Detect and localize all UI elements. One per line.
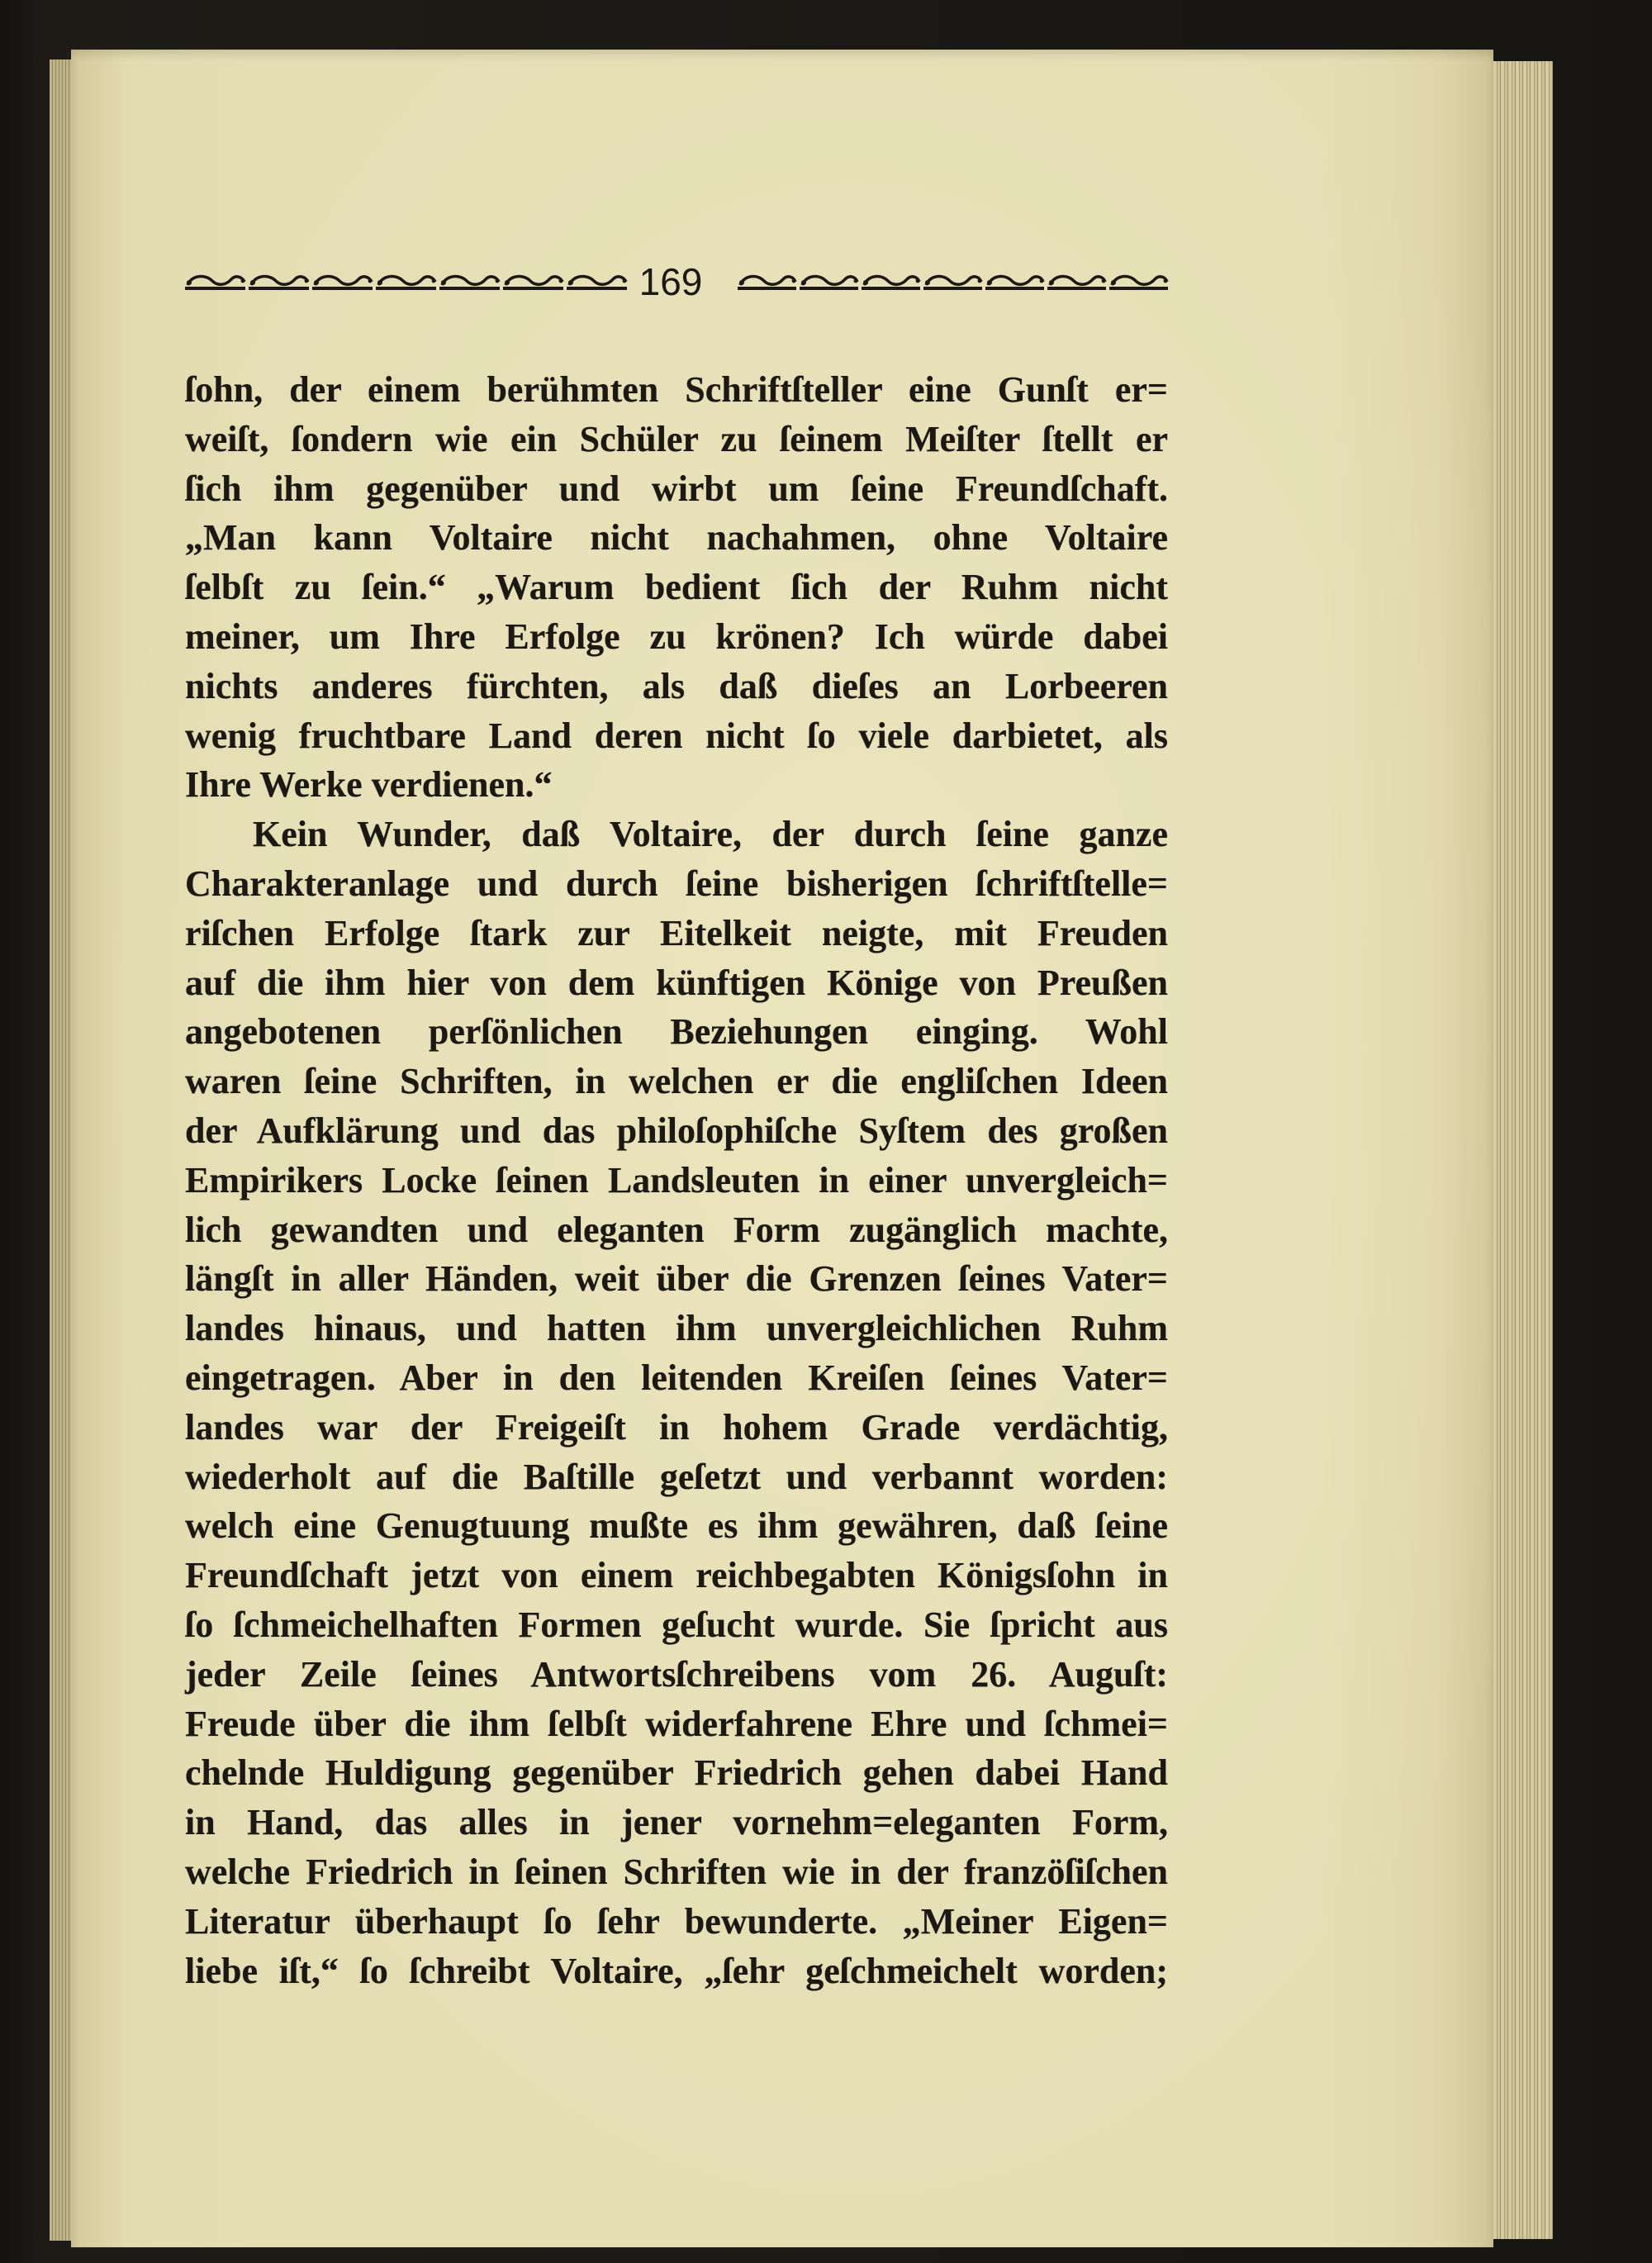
- text-line: ſich ihm gegenüber und wirbt um ſeine Freundſchaft.: [185, 468, 1168, 509]
- text-line: in Hand, das alles in jener vornehm=eleganten Form,: [185, 1802, 1168, 1843]
- left-page-edges: [50, 59, 73, 2241]
- text-line: längſt in aller Händen, weit über die Grenzen ſeines Vater=: [185, 1258, 1168, 1300]
- body-text: [185, 365, 1168, 1995]
- text-line: welche Friedrich in ſeinen Schriften wie in der franzöſiſchen: [185, 1851, 1168, 1892]
- text-line: Freude über die ihm ſelbſt widerfahrene Ehre und ſchmei=: [185, 1703, 1168, 1744]
- right-page-edges: [1493, 61, 1553, 2239]
- text-line: wiederholt auf die Baſtille geſetzt und verbannt worden:: [185, 1456, 1168, 1497]
- text-line: landes war der Freigeiſt in hohem Grade verdächtig,: [185, 1406, 1168, 1448]
- text-line: nichts anderes fürchten, als daß dieſes an Lorbeeren: [185, 665, 1168, 706]
- text-line: Kein Wunder, daß Voltaire, der durch ſeine ganze: [253, 814, 1168, 855]
- header-ornament-right: [736, 273, 1169, 291]
- text-line: wenig fruchtbare Land deren nicht ſo viele darbietet, als: [185, 715, 1168, 756]
- page-number: 169: [638, 260, 703, 303]
- text-line: Empirikers Locke ſeinen Landsleuten in einer unvergleich=: [185, 1159, 1168, 1200]
- text-line: angebotenen perſönlichen Beziehungen einging. Wohl: [185, 1011, 1168, 1053]
- book-page: [71, 50, 1493, 2247]
- text-line: ſelbſt zu ſein.“ „Warum bedient ſich der Ruhm nicht: [185, 567, 1168, 608]
- text-line: Charakteranlage und durch ſeine bisherigen ſchriftſtelle=: [185, 863, 1168, 904]
- text-line: auf die ihm hier von dem künftigen Könige von Preußen: [185, 962, 1168, 1003]
- text-line: liebe iſt,“ ſo ſchreibt Voltaire, „ſehr geſchmeichelt worden;: [185, 1950, 1168, 1991]
- text-line: waren ſeine Schriften, in welchen er die engliſchen Ideen: [185, 1061, 1168, 1102]
- paragraph: [185, 365, 1168, 810]
- text-line: Literatur überhaupt ſo ſehr bewunderte. „Meiner Eigen=: [185, 1900, 1168, 1942]
- text-line: jeder Zeile ſeines Antwortsſchreibens vom 26. Auguſt:: [185, 1653, 1168, 1695]
- text-line: „Man kann Voltaire nicht nachahmen, ohne Voltaire: [185, 517, 1168, 559]
- text-line: ſo ſchmeichelhaften Formen geſucht wurde. Sie ſpricht aus: [185, 1604, 1168, 1645]
- text-line: ſohn, der einem berühmten Schriftſteller eine Gunſt er=: [185, 369, 1168, 410]
- text-line: lich gewandten und eleganten Form zugänglich machte,: [185, 1209, 1168, 1250]
- paragraph: [185, 810, 1168, 1995]
- text-line: riſchen Erfolge ſtark zur Eitelkeit neigte, mit Freuden: [185, 912, 1168, 953]
- text-line: der Aufklärung und das philoſophiſche Syſtem des großen: [185, 1110, 1168, 1151]
- text-line: meiner, um Ihre Erfolge zu krönen? Ich würde dabei: [185, 616, 1168, 657]
- text-line: Ihre Werke verdienen.“: [185, 764, 553, 806]
- text-line: welch eine Genugtuung mußte es ihm gewähren, daß ſeine: [185, 1505, 1168, 1547]
- text-line: landes hinaus, und hatten ihm unvergleichlichen Ruhm: [185, 1308, 1168, 1349]
- text-line: chelnde Huldigung gegenüber Friedrich gehen dabei Hand: [185, 1752, 1168, 1794]
- text-line: Freundſchaft jetzt von einem reichbegabten Königsſohn in: [185, 1555, 1168, 1596]
- header-ornament-left: [183, 273, 628, 291]
- text-line: weiſt, ſondern wie ein Schüler zu ſeinem Meiſter ſtellt er: [185, 418, 1168, 459]
- text-line: eingetragen. Aber in den leitenden Kreiſen ſeines Vater=: [185, 1357, 1168, 1398]
